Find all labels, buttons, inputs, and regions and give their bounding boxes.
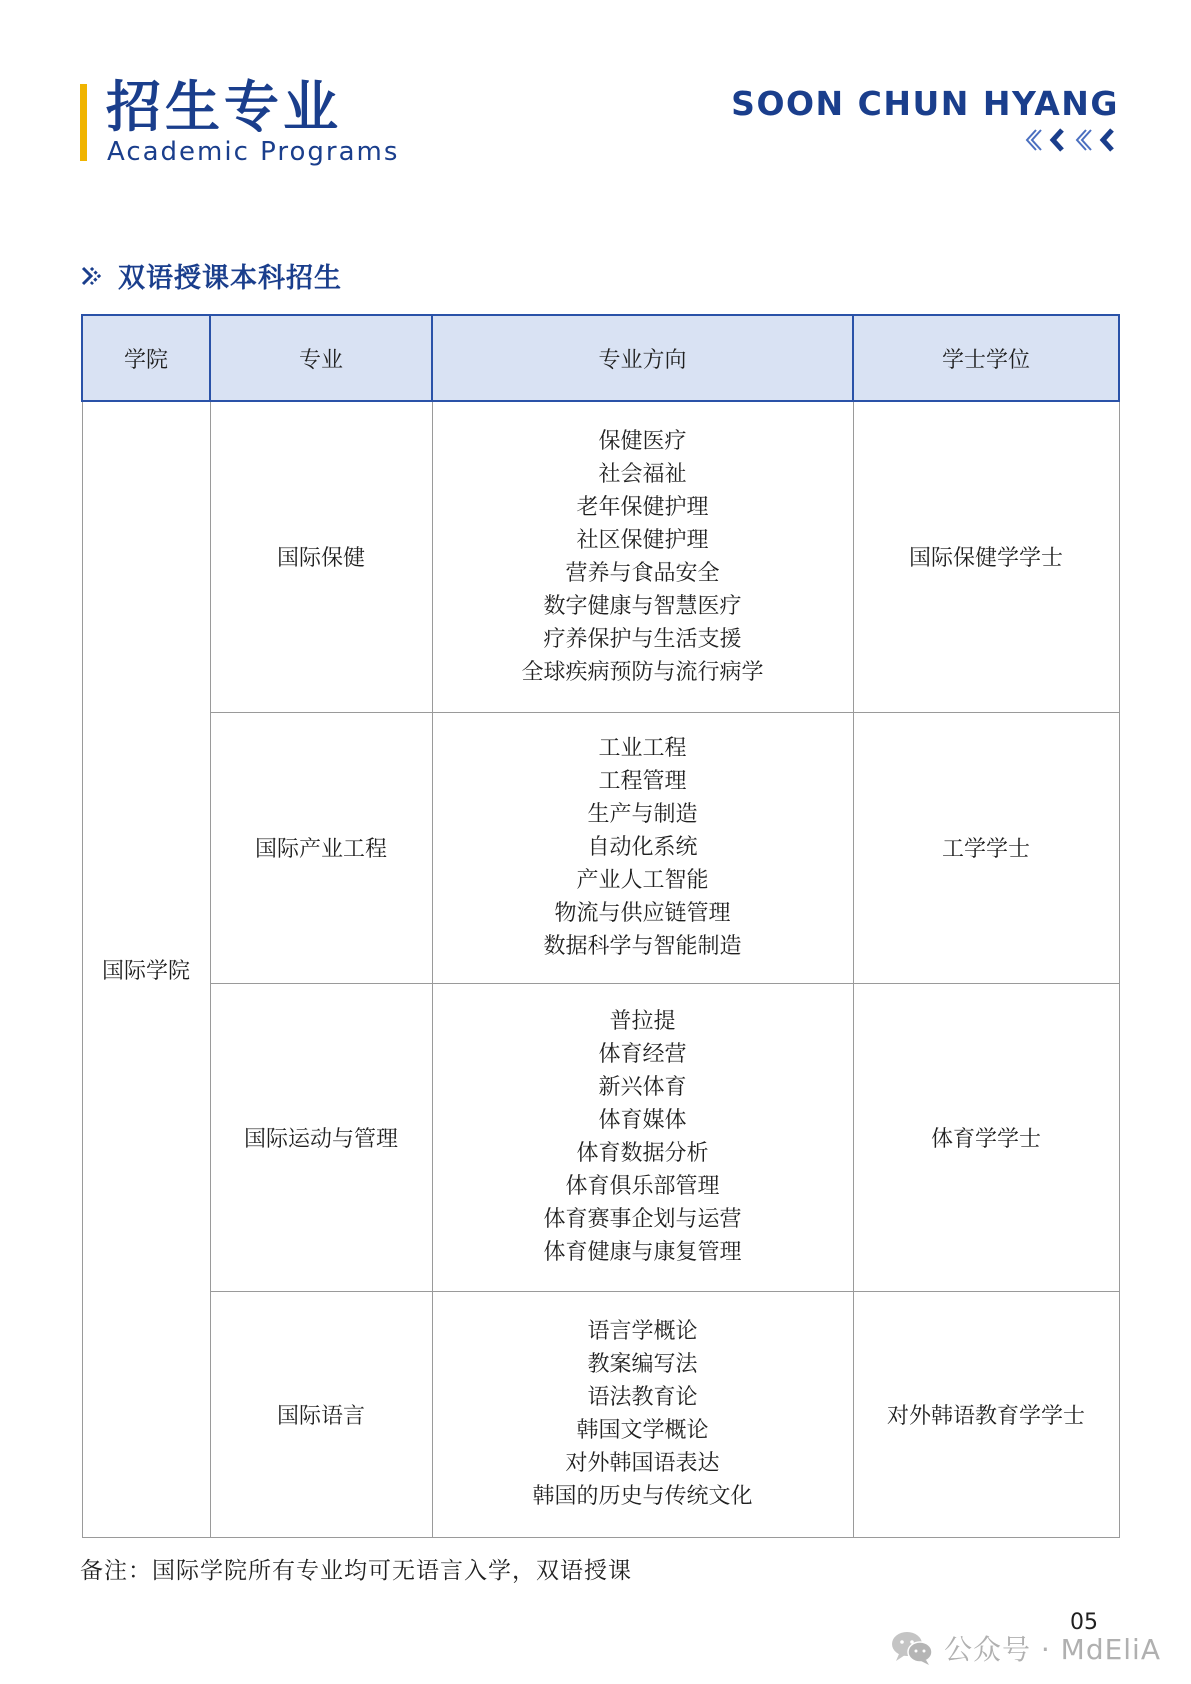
programs-table xyxy=(81,314,1120,1538)
wechat-icon xyxy=(890,1630,934,1666)
direction-cell xyxy=(432,1291,853,1537)
major-cell: 国际产业工程 xyxy=(210,712,432,983)
header-college: 学院 xyxy=(82,315,210,401)
header-major: 专业 xyxy=(210,315,432,401)
table-row xyxy=(82,712,1119,983)
direction-list xyxy=(439,425,847,689)
list-item: 工业工程 xyxy=(598,736,687,761)
list-item: 语言学概论 xyxy=(587,1319,698,1344)
page-title: 招生专业 xyxy=(106,75,343,139)
list-item: 工程管理 xyxy=(598,769,687,794)
direction-list xyxy=(439,1005,847,1269)
footnote: 备注：国际学院所有专业均可无语言入学，双语授课 xyxy=(80,1558,632,1584)
direction-cell xyxy=(432,712,853,983)
list-item: 韩国的历史与传统文化 xyxy=(532,1484,753,1509)
list-item: 社会福祉 xyxy=(598,461,687,487)
major-cell: 国际运动与管理 xyxy=(210,983,432,1291)
list-item: 社区保健护理 xyxy=(576,527,709,553)
page-subtitle: Academic Programs xyxy=(107,137,400,167)
direction-list xyxy=(439,1315,847,1513)
chevron-left-solid-icon xyxy=(1047,127,1069,153)
list-item: 数据科学与智能制造 xyxy=(543,934,742,959)
list-item: 普拉提 xyxy=(609,1009,676,1034)
major-cell: 国际保健 xyxy=(210,401,432,712)
list-item: 体育经营 xyxy=(598,1042,687,1067)
list-item: 教案编写法 xyxy=(587,1352,698,1377)
list-item: 生产与制造 xyxy=(587,802,698,827)
title-accent-bar xyxy=(80,84,87,161)
list-item: 产业人工智能 xyxy=(576,868,709,893)
section-heading xyxy=(80,256,342,295)
watermark xyxy=(890,1628,1161,1668)
table-row xyxy=(82,983,1119,1291)
chevron-left-solid-icon xyxy=(1097,127,1119,153)
list-item: 体育媒体 xyxy=(598,1108,687,1133)
list-item: 老年保健护理 xyxy=(576,494,709,520)
list-item: 全球疾病预防与流行病学 xyxy=(521,659,764,685)
list-item: 语法教育论 xyxy=(587,1385,698,1410)
page-number: 05 xyxy=(1070,1610,1098,1635)
degree-cell: 国际保健学学士 xyxy=(853,401,1119,712)
table-row xyxy=(82,401,1119,712)
table-header-row xyxy=(82,315,1119,401)
chevron-left-outline-icon xyxy=(1022,127,1044,153)
list-item: 营养与食品安全 xyxy=(565,560,720,586)
table-row xyxy=(82,1291,1119,1537)
major-cell: 国际语言 xyxy=(210,1291,432,1537)
list-item: 自动化系统 xyxy=(587,835,698,860)
header-direction: 专业方向 xyxy=(432,315,853,401)
degree-cell: 对外韩语教育学学士 xyxy=(853,1291,1119,1537)
list-item: 体育俱乐部管理 xyxy=(565,1174,720,1199)
double-chevron-right-icon xyxy=(80,263,106,289)
direction-cell xyxy=(432,401,853,712)
list-item: 新兴体育 xyxy=(598,1075,687,1100)
direction-list xyxy=(439,732,847,963)
section-title: 双语授课本科招生 xyxy=(118,263,342,294)
list-item: 物流与供应链管理 xyxy=(554,901,731,926)
chevron-left-outline-icon xyxy=(1072,127,1094,153)
university-brand: SOON CHUN HYANG xyxy=(731,84,1119,123)
degree-cell: 体育学学士 xyxy=(853,983,1119,1291)
degree-cell: 工学学士 xyxy=(853,712,1119,983)
college-cell: 国际学院 xyxy=(82,401,210,1537)
list-item: 体育健康与康复管理 xyxy=(543,1240,742,1265)
list-item: 韩国文学概论 xyxy=(576,1418,709,1443)
list-item: 保健医疗 xyxy=(598,428,687,454)
direction-cell xyxy=(432,983,853,1291)
list-item: 对外韩国语表达 xyxy=(565,1451,720,1476)
watermark-text: 公众号 · MdEliA xyxy=(943,1633,1161,1666)
header-degree: 学士学位 xyxy=(853,315,1119,401)
list-item: 体育赛事企划与运营 xyxy=(543,1207,742,1232)
decorative-chevrons xyxy=(1022,127,1119,153)
list-item: 数字健康与智慧医疗 xyxy=(543,593,742,619)
list-item: 疗养保护与生活支援 xyxy=(543,626,742,652)
list-item: 体育数据分析 xyxy=(576,1141,709,1166)
